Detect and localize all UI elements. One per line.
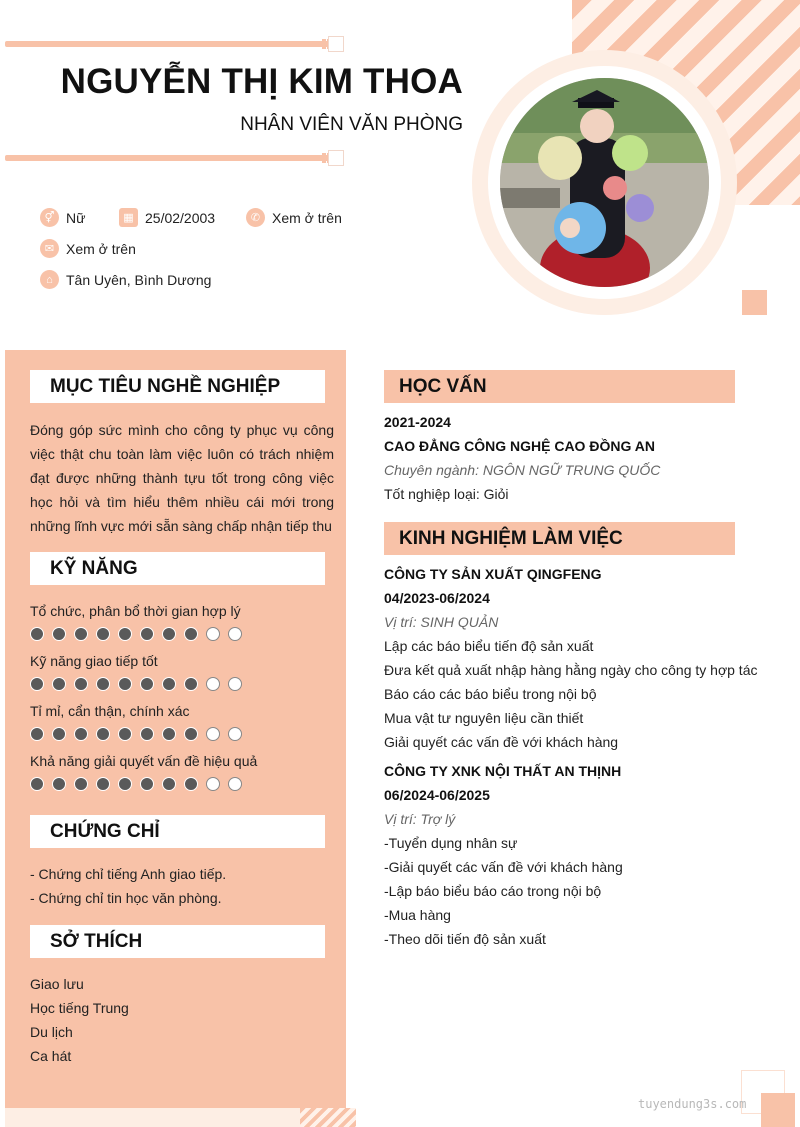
rating-dot-filled [184, 627, 198, 641]
job-task: Mua vật tư nguyên liệu cần thiết [384, 710, 584, 726]
skill-name: Tổ chức, phân bổ thời gian hợp lý [30, 603, 241, 619]
gender-icon: ⚥ [40, 208, 59, 227]
rating-dot-empty [206, 677, 220, 691]
rating-dot-filled [118, 727, 132, 741]
hobby-item: Du lịch [30, 1024, 73, 1040]
rating-dot-filled [52, 777, 66, 791]
rating-dot-filled [140, 677, 154, 691]
rating-dot-filled [30, 627, 44, 641]
phone-icon: ✆ [246, 208, 265, 227]
rating-dot-filled [162, 627, 176, 641]
job-period: 04/2023-06/2024 [384, 590, 490, 606]
rating-dot-filled [96, 677, 110, 691]
job-task: Báo cáo các báo biểu trong nội bộ [384, 686, 597, 702]
education-grade: Tốt nghiệp loại: Giỏi [384, 486, 509, 502]
skill-name: Kỹ năng giao tiếp tốt [30, 653, 158, 669]
skill-rating [30, 727, 242, 741]
rating-dot-filled [52, 677, 66, 691]
hobby-item: Giao lưu [30, 976, 84, 992]
skill-rating [30, 627, 242, 641]
job-task: -Lập báo biểu báo cáo trong nội bộ [384, 883, 602, 899]
section-title-experience: KINH NGHIỆM LÀM VIỆC [384, 522, 735, 555]
rating-dot-filled [30, 777, 44, 791]
rating-dot-filled [162, 677, 176, 691]
job-title: NHÂN VIÊN VĂN PHÒNG [240, 114, 463, 135]
rating-dot-filled [118, 677, 132, 691]
hobby-item: Học tiếng Trung [30, 1000, 129, 1016]
certificate-item: - Chứng chỉ tiếng Anh giao tiếp. [30, 866, 227, 882]
rating-dot-filled [96, 777, 110, 791]
job-position: Vị trí: SINH QUẢN [384, 614, 499, 630]
profile-photo [500, 78, 709, 287]
job-position: Vị trí: Trợ lý [384, 811, 456, 827]
education-major: Chuyên ngành: NGÔN NGỮ TRUNG QUỐC [384, 462, 661, 478]
education-school: CAO ĐẲNG CÔNG NGHỆ CAO ĐỒNG AN [384, 438, 655, 454]
rating-dot-filled [140, 777, 154, 791]
section-title-education: HỌC VẤN [384, 370, 735, 403]
rating-dot-filled [184, 777, 198, 791]
job-task: -Mua hàng [384, 907, 451, 923]
job-company: CÔNG TY SẢN XUẤT QINGFENG [384, 566, 602, 582]
rating-dot-empty [206, 777, 220, 791]
contact-gender: ⚥ Nữ [40, 208, 85, 227]
contact-phone: ✆ Xem ở trên [246, 208, 342, 227]
certificate-item: - Chứng chỉ tin học văn phòng. [30, 890, 222, 906]
education-period: 2021-2024 [384, 414, 451, 430]
email-icon: ✉ [40, 239, 59, 258]
rating-dot-empty [206, 727, 220, 741]
contact-email: ✉ Xem ở trên [40, 239, 136, 258]
skill-name: Tỉ mỉ, cẩn thận, chính xác [30, 703, 190, 719]
section-title-objective: MỤC TIÊU NGHỀ NGHIỆP [30, 370, 325, 403]
candidate-name: NGUYỄN THỊ KIM THOA [60, 62, 463, 101]
job-company: CÔNG TY XNK NỘI THẤT AN THỊNH [384, 763, 622, 779]
decorative-square [742, 290, 767, 315]
job-task: Giải quyết các vấn đề với khách hàng [384, 734, 619, 750]
home-icon: ⌂ [40, 270, 59, 289]
rating-dot-empty [206, 627, 220, 641]
section-title-skills: KỸ NĂNG [30, 552, 325, 585]
rating-dot-filled [118, 627, 132, 641]
rating-dot-filled [96, 727, 110, 741]
job-task: -Tuyển dụng nhân sự [384, 835, 518, 851]
rating-dot-filled [30, 677, 44, 691]
rating-dot-filled [162, 727, 176, 741]
rating-dot-empty [228, 727, 242, 741]
contact-address: ⌂ Tân Uyên, Bình Dương [40, 270, 211, 289]
rating-dot-filled [74, 777, 88, 791]
section-title-hobbies: SỞ THÍCH [30, 925, 325, 958]
rating-dot-filled [52, 727, 66, 741]
rating-dot-filled [52, 627, 66, 641]
rating-dot-empty [228, 777, 242, 791]
rating-dot-empty [228, 627, 242, 641]
skill-rating [30, 677, 242, 691]
job-task: Lập các báo biểu tiến độ sản xuất [384, 638, 594, 654]
rating-dot-filled [162, 777, 176, 791]
rating-dot-filled [74, 627, 88, 641]
rating-dot-filled [30, 727, 44, 741]
rating-dot-filled [74, 677, 88, 691]
job-task: Đưa kết quả xuất nhập hàng hằng ngày cho công ty hợp tác [384, 662, 758, 678]
job-task: -Giải quyết các vấn đề với khách hàng [384, 859, 623, 875]
skill-rating [30, 777, 242, 791]
job-task: -Theo dõi tiến độ sản xuất [384, 931, 546, 947]
header-rule-top [5, 41, 330, 47]
hobby-item: Ca hát [30, 1048, 72, 1064]
contact-birthday: ▦ 25/02/2003 [119, 208, 215, 227]
rating-dot-filled [184, 677, 198, 691]
rating-dot-filled [184, 727, 198, 741]
rating-dot-filled [74, 727, 88, 741]
header-rule-bottom [5, 155, 330, 161]
rating-dot-filled [140, 727, 154, 741]
decorative-square-fill [761, 1093, 795, 1127]
rating-dot-filled [96, 627, 110, 641]
rating-dot-filled [118, 777, 132, 791]
section-title-certificates: CHỨNG CHỈ [30, 815, 325, 848]
calendar-icon: ▦ [119, 208, 138, 227]
job-period: 06/2024-06/2025 [384, 787, 490, 803]
watermark: tuyendung3s.com [638, 1097, 747, 1111]
rating-dot-empty [228, 677, 242, 691]
objective-text: Đóng góp sức mình cho công ty phục vụ công việc thật chu toàn làm việc luôn có trách nhiệm đạt được những thành tựu tốt trong công việc học hỏi và tìm hiểu thêm nhiều cái mới trong những lĩnh vực mới sẵn sàng chấp nhận tiếp thu [30, 422, 334, 534]
rating-dot-filled [140, 627, 154, 641]
skill-name: Khả năng giải quyết vấn đề hiệu quả [30, 753, 258, 769]
